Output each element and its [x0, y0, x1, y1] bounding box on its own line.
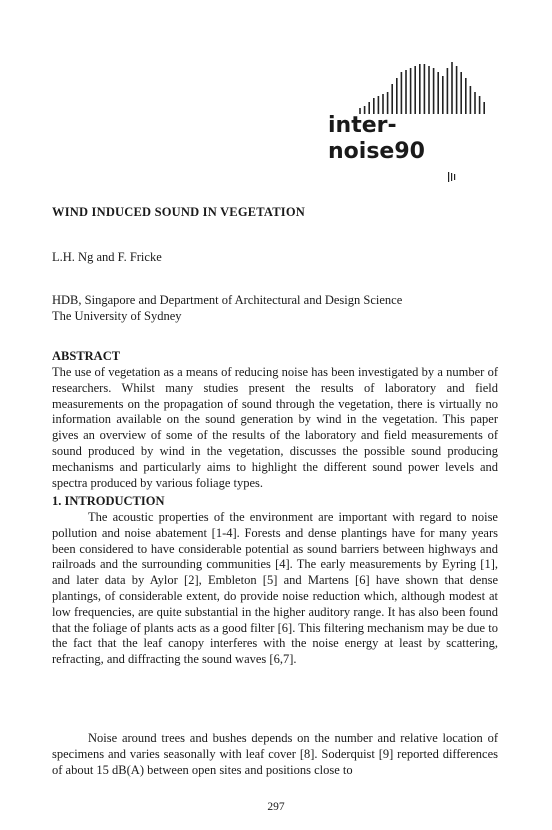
logo-wordmark — [326, 114, 488, 166]
authors: L.H. Ng and F. Fricke — [52, 250, 162, 264]
introduction-paragraph-2: Noise around trees and bushes depends on the number and relative location of specimens and varies seasonally with leaf cover [8]. Soderquist [9] reported differences of about 15 dB(A) between open sites and positions close to — [52, 731, 498, 777]
introduction-paragraph-1: The acoustic properties of the environment are important with regard to noise pollution and noise abatement [1-4]. Forests and dense plantings have for many years been considered to have considerable potential as sound barriers between highways and railroads and the surrounding communities [4]. The early measurements by Eyring [1], and later data by Aylor [2], Embleton [5] and Martens [6] have shown that dense plantings, of considerable extent, do provide noise reduction which, although modest at low frequencies, are quite substantial in the higher auditory range. It has also been found that the foliage of plants acts as a good filter [6]. This filtering mechanism may be due to the fact that the leaf canopy interferes with the noise energy at least by scattering, refracting, and diffracting the sound waves [6,7]. — [52, 510, 498, 667]
logo-text: inter-noise — [328, 113, 397, 164]
affiliation-line-1: HDB, Singapore and Department of Architectural and Design Science — [52, 293, 403, 307]
page-number: 297 — [267, 801, 285, 813]
abstract-body: The use of vegetation as a means of reducing noise has been investigated by a number of researchers. Whilst many studies present the results of laboratory and field measurements on the propagation of sound through the vegetation, there is virtually no information available on the sound generation by wind in the vegetation. This paper gives an overview of some of the results of the laboratory and field measurements of sound produced by wind in the vegetation, discusses the possible sound producing mechanisms and particularly aims to highlight the different sound power levels and spectra produced by various foliage types. — [52, 365, 498, 490]
introduction-heading: 1. INTRODUCTION — [52, 494, 165, 508]
abstract-heading: ABSTRACT — [52, 349, 121, 363]
conference-logo — [326, 62, 488, 184]
logo-suffix: 90 — [394, 139, 425, 164]
affiliation-line-2: The University of Sydney — [52, 309, 182, 323]
paper-title: WIND INDUCED SOUND IN VEGETATION — [52, 205, 305, 219]
